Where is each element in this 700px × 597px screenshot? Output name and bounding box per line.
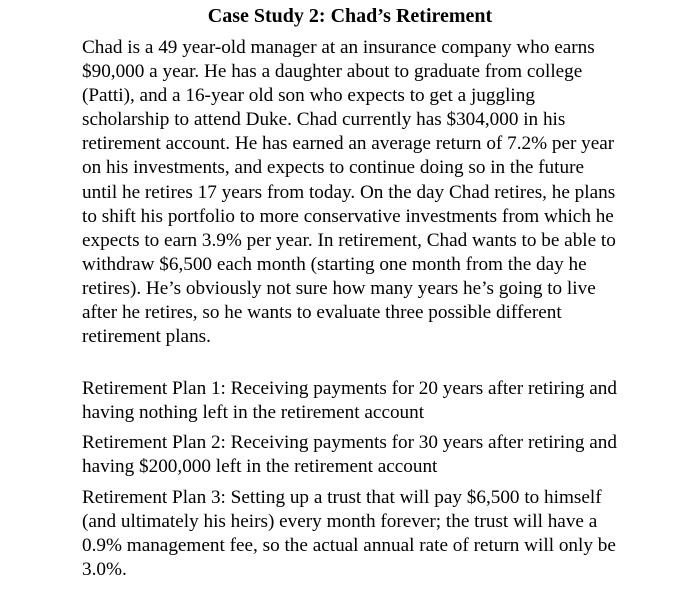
- retirement-plan-2: Retirement Plan 2: Receiving payments for 30 years after retiring and having $200,000 left in the retirement account: [82, 432, 617, 478]
- page-title: Case Study 2: Chad’s Retirement: [207, 5, 493, 27]
- retirement-plan-3: Retirement Plan 3: Setting up a trust that will pay $6,500 to himself (and ultimately his heirs) every month forever; the trust will have a 0.9% management fee, so the actual annual rate of return will only be 3.0%.: [82, 487, 616, 581]
- intro-paragraph: Chad is a 49 year-old manager at an insurance company who earns $90,000 a year. He has a daughter about to graduate from college (Patti), and a 16-year old son who expects to get a juggling scholarship to attend Duke. Chad currently has $304,000 in his retirement account. He has earned an average return of 7.2% per year on his investments, and expects to continue doing so in the future until he retires 17 years from today. On the day Chad retires, he plans to shift his portfolio to more conservative investments from which he expects to earn 3.9% per year. In retirement, Chad wants to be able to withdraw $6,500 each month (starting one month from the day he retires). He’s obviously not sure how many years he’s going to live after he retires, so he wants to evaluate three possible different retirement plans.: [82, 37, 616, 348]
- retirement-plan-1: Retirement Plan 1: Receiving payments for 20 years after retiring and having nothing left in the retirement account: [82, 378, 617, 424]
